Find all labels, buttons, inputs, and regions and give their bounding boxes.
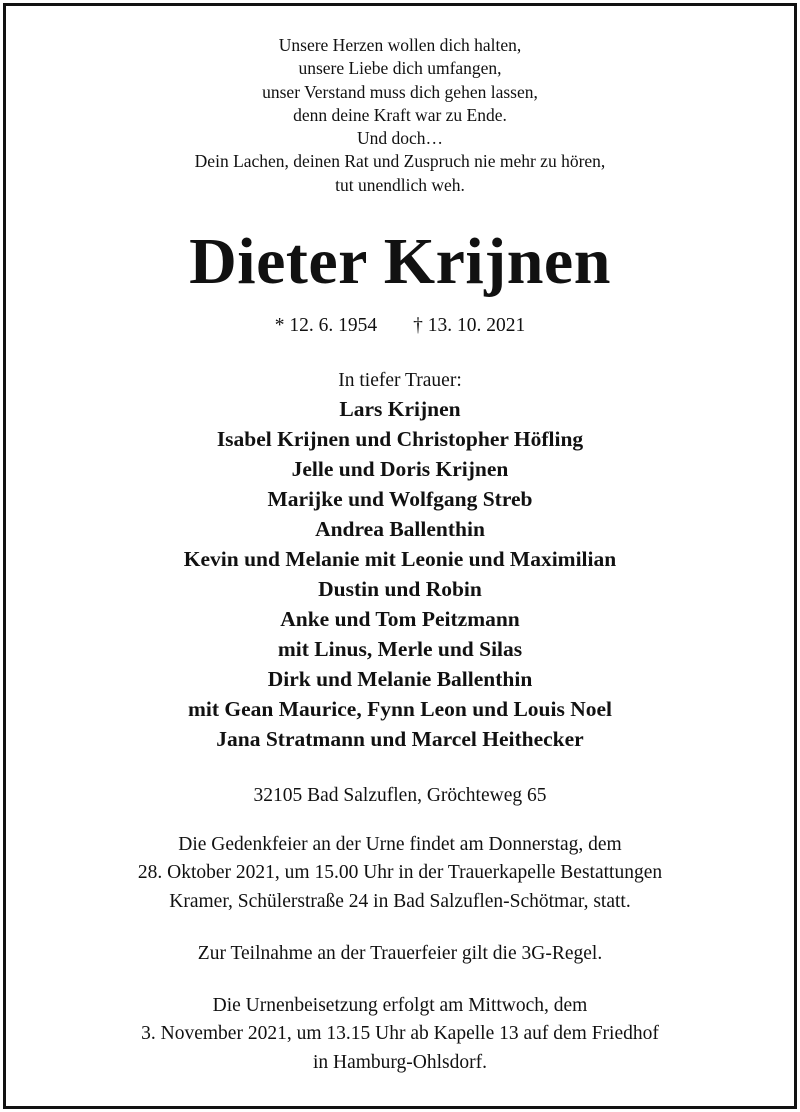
deceased-name: Dieter Krijnen [189,225,611,298]
life-dates [0,313,800,339]
ceremony-line: Kramer, Schülerstraße 24 in Bad Salzuflen-Schötmar, statt. [169,890,631,912]
mourner-line: Anke und Tom Peitzmann [280,607,520,631]
poem-line: Dein Lachen, deinen Rat und Zuspruch nie mehr zu hören, [194,151,606,172]
mourner-line: mit Gean Maurice, Fynn Leon und Louis Noel [187,697,613,721]
mourner-line: Dustin und Robin [318,577,482,601]
mourner-line: Marijke und Wolfgang Streb [267,487,533,511]
poem-line: unsere Liebe dich umfangen, [298,58,502,79]
ceremony-info [0,831,800,916]
burial-line: Die Urnenbeisetzung erfolgt am Mittwoch, dem [212,995,588,1016]
poem-line: Unsere Herzen wollen dich halten, [278,35,522,55]
ceremony-line: Die Gedenkfeier an der Urne findet am Donnerstag, dem [178,834,622,855]
death-date: † 13. 10. 2021 [413,315,526,336]
covid-rule-notice [0,940,800,968]
rule-line: Zur Teilnahme an der Trauerfeier gilt die 3G-Regel. [197,943,603,964]
mourner-line: Kevin und Melanie mit Leonie und Maximilian [183,547,617,571]
mourner-line: mit Linus, Merle und Silas [277,637,523,661]
burial-info [0,992,800,1077]
mourner-line: Lars Krijnen [339,397,461,421]
mourner-line: Jana Stratmann und Marcel Heithecker [216,727,584,751]
mourning-intro: In tiefer Trauer: [338,370,462,391]
mourner-line: Andrea Ballenthin [315,517,485,541]
mourner-line: Jelle und Doris Krijnen [291,457,509,481]
poem-line: Und doch… [356,128,444,149]
mourner-line: Dirk und Melanie Ballenthin [267,667,533,691]
mourner-line: Isabel Krijnen und Christopher Höfling [216,427,584,451]
poem-line: tut unendlich weh. [335,174,465,195]
ceremony-line: 28. Oktober 2021, um 15.00 Uhr in der Trauerkapelle Bestattungen [137,862,663,884]
memorial-poem [0,34,800,197]
burial-line: in Hamburg-Ohlsdorf. [312,1051,488,1073]
mourners-list [0,394,800,754]
poem-line: unser Verstand muss dich gehen lassen, [262,81,538,102]
poem-line: denn deine Kraft war zu Ende. [293,104,507,125]
family-address: 32105 Bad Salzuflen, Gröchteweg 65 [253,785,547,806]
birth-date: * 12. 6. 1954 [274,315,378,336]
burial-line: 3. November 2021, um 13.15 Uhr ab Kapelle 13 auf dem Friedhof [141,1023,659,1045]
